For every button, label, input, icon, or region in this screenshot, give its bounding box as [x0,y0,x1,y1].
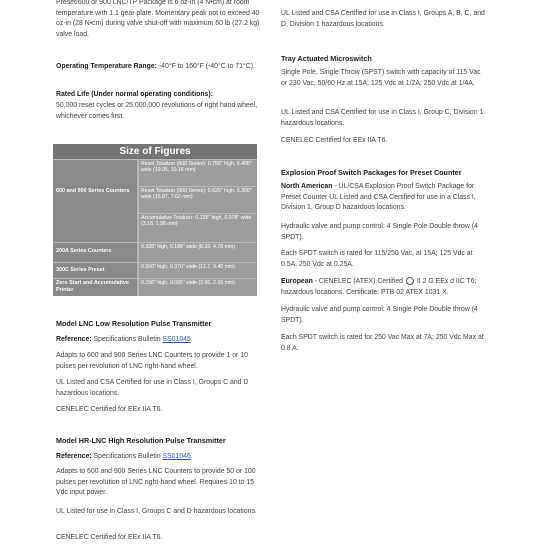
explosion-heading: Explosion Proof Switch Packages for Preset Counter [281,168,462,177]
table-cell: 0.500" high, 0.370" wide (12.7, 9.40 mm) [139,263,257,278]
operating-temperature [56,62,260,73]
table-row-label: Zero Start and Accumulative Printer [53,279,137,296]
explosion-p5: Hydraulic valve and pump control: 4 Single Pole Double throw (4 SPDT). [281,306,478,324]
explosion-p6: Each SPDT switch is rated for 250 Vac Max at 7A; 250 Vdc Max at 0.8 A. [281,334,484,352]
bulletin-link[interactable]: SS01045 [162,336,191,343]
ex-mark-icon [406,277,414,285]
rated-life-value: 50,000 reset cycles or 25,000,000 revolutions of right hand wheel, whichever comes first. [56,102,258,120]
lnc-low-heading: Model LNC Low Resolution Pulse Transmitter [56,319,212,328]
table-cell: 0.156" high, 0.085" wide (3.96, 2.16 mm) [139,279,257,296]
tray-p3: CENELEC Certified for EEx IIA T6. [281,137,388,144]
table-cell: Reset Totalizer (900 Series): 0.625" high, 0.300" wide (15.87, 7.62 mm) [139,187,257,213]
lnc-low-p3: CENELEC Certified for EEx IIA T6. [56,406,163,413]
european-paragraph: European - CENELEC (ATEX) Certified II 2 G EEx d IIC T6; hazardous locations. Certificate: PTB 02 ATEX 1031 X. [281,278,477,296]
op-temp-label: Operating Temperature Range: [56,63,157,70]
hr-lnc-p1: Adapts to 600 and 900 Series LNC Counters to provide 50 or 100 pulses per revolution of LNC right-hand wheel. Requires 10 to 15 Vdc input power. [56,468,256,497]
bulletin-link[interactable]: SS01046 [162,453,191,460]
hr-lnc-heading: Model HR-LNC High Resolution Pulse Transmitter [56,436,226,445]
ul-csa-paragraph: UL Listed and CSA Certified for use in Class I, Groups A, B, C, and D, Division 1 hazardous locations. [281,10,485,28]
explosion-p3: Each SPDT switch is rated for 115/250 Vac, at 15A; 125 Vdc at 0.5A, 250 Vdc at 0.25A. [281,250,473,268]
op-temp-value: -40°F to 160°F (-40°C to 71°C). [156,63,255,70]
table-cell: Accumulative Totalizer: 0.125" high, 0.078" wide (3.18, 1.98 mm) [139,214,257,242]
lnc-low-reference: Reference: Specifications Bulletin SS01045. [56,336,193,343]
table-cell: 0.328" high, 0.188" wide (8.33, 4.78 mm) [139,243,257,262]
size-of-figures-table [53,144,257,296]
table-row-label: 600 and 900 Series Counters [53,160,137,242]
hr-lnc-reference: Reference: Specifications Bulletin SS01046. [56,453,193,460]
torque-paragraph: Preset/600 or 900 LNC/TP Package is 6 oz-in (4 N•cm) at room temperature with 1.1 gear plate. Momentary peak not to exceed 40 oz-in (28 N•cm) during valve shut-off with maximum 60 lb (27.2 kg) valve load. [56,0,260,38]
lnc-low-p1: Adapts to 600 and 900 Series LNC Counters to provide 1 or 10 pulses per revolution of LNC right-hand wheel. [56,352,248,370]
table-row-label: 300C Series Preset [53,263,137,278]
hr-lnc-p2: UL Listed for use in Class I, Groups C and D hazardous locations. [56,508,257,515]
tray-heading: Tray Actuated Microswitch [281,54,372,63]
table-cell: Reset Totalizer (600 Series): 0.750" high, 0.400" wide (19.05, 10.16 mm) [139,160,257,186]
table-title: Size of Figures [53,144,257,159]
table-row-label: 200A Series Counters [53,243,137,262]
explosion-p2: Hydraulic valve and pump control: 4 Single Pole Double throw (4 SPDT). [281,223,478,241]
tray-p1: Single Pole, Single Throw (SPST) switch with capacity of 115 Vac or 230 Vac, 50/60 Hz at 15A; 125 Vdc at 1/2A; 250 Vdc at 1/4A. [281,69,481,87]
north-american-paragraph: North American - UL/CSA Explosion Proof Switch Package for Preset Counter UL Listed and CSA Certified for use in a Class I, Division 1, Group D hazardous locations. [281,183,476,212]
rated-life-label: Rated Life (Under normal operating conditions): [56,91,213,98]
lnc-low-p2: UL Listed and CSA Certified for use in Class I, Groups C and D hazardous locations. [56,379,249,397]
hr-lnc-p3: CENELEC Certified for EEx IIA T6. [56,534,163,541]
tray-p2: UL Listed and CSA Certified for use in Class I, Group C, Division 1 hazardous locations. [281,109,484,127]
